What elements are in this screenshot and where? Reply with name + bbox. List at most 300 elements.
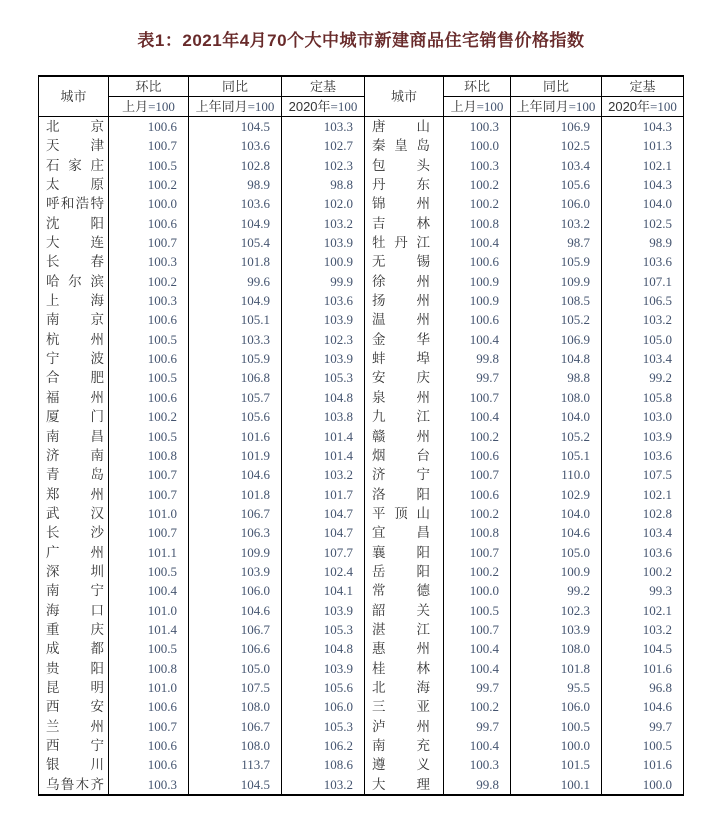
- base-value-cell: 104.5: [602, 639, 684, 658]
- base-value-cell: 103.6: [602, 252, 684, 271]
- unit-value: =100: [330, 99, 358, 114]
- yoy-value-cell: 104.8: [511, 349, 602, 368]
- base-value-cell: 103.0: [602, 407, 684, 426]
- city-cell: [365, 214, 444, 233]
- city-name: 沈阳: [46, 215, 104, 231]
- table-row: [39, 697, 684, 716]
- base-value-cell: 105.3: [282, 717, 365, 736]
- yoy-value-cell: 105.7: [189, 388, 282, 407]
- mom-value-cell: 100.5: [109, 368, 189, 387]
- unit-value: =100: [568, 99, 596, 114]
- yoy-value-cell: 106.7: [189, 717, 282, 736]
- city-name: 三亚: [372, 699, 430, 715]
- city-name: 宜昌: [372, 525, 430, 541]
- mom-value-cell: 100.5: [109, 562, 189, 581]
- header-row-units: [39, 97, 684, 117]
- city-cell: [39, 523, 109, 542]
- mom-value-cell: 99.8: [444, 775, 511, 795]
- city-name: 韶关: [372, 602, 430, 618]
- base-value-cell: 103.9: [282, 310, 365, 329]
- unit-value: =100: [247, 99, 275, 114]
- base-value-cell: 99.2: [602, 368, 684, 387]
- table-row: [39, 175, 684, 194]
- yoy-value-cell: 103.3: [189, 330, 282, 349]
- city-name: 桂林: [372, 660, 430, 676]
- base-value-cell: 102.3: [282, 156, 365, 175]
- mom-unit-left: [109, 97, 189, 117]
- mom-value-cell: 99.8: [444, 349, 511, 368]
- yoy-value-cell: 100.5: [511, 717, 602, 736]
- mom-value-cell: 100.7: [109, 485, 189, 504]
- mom-value-cell: 100.8: [109, 659, 189, 678]
- unit-label: 上月: [122, 99, 149, 114]
- city-cell: [365, 368, 444, 387]
- base-value-cell: 104.3: [602, 117, 684, 137]
- city-cell: [365, 601, 444, 620]
- yoy-value-cell: 106.8: [189, 368, 282, 387]
- table-row: [39, 504, 684, 523]
- table-row: [39, 678, 684, 697]
- mom-value-cell: 100.6: [109, 388, 189, 407]
- city-name: 兰州: [46, 718, 104, 734]
- city-name: 海口: [46, 602, 104, 618]
- table-row: [39, 736, 684, 755]
- mom-value-cell: 101.0: [109, 678, 189, 697]
- mom-value-cell: 100.6: [109, 755, 189, 774]
- yoy-value-cell: 106.0: [511, 194, 602, 213]
- city-name: 大理: [372, 776, 430, 792]
- mom-value-cell: 101.0: [109, 504, 189, 523]
- base-value-cell: 98.9: [602, 233, 684, 252]
- base-value-cell: 101.7: [282, 485, 365, 504]
- base-value-cell: 104.8: [282, 639, 365, 658]
- table-row: [39, 214, 684, 233]
- city-cell: [39, 388, 109, 407]
- city-cell: [39, 620, 109, 639]
- mom-value-cell: 100.6: [109, 349, 189, 368]
- mom-value-cell: 100.3: [444, 156, 511, 175]
- base-value-cell: 103.6: [602, 446, 684, 465]
- base-value-cell: 102.5: [602, 214, 684, 233]
- mom-value-cell: 100.4: [109, 581, 189, 600]
- yoy-value-cell: 100.9: [511, 562, 602, 581]
- yoy-value-cell: 104.6: [511, 523, 602, 542]
- yoy-value-cell: 106.3: [189, 523, 282, 542]
- base-value-cell: 102.1: [602, 601, 684, 620]
- city-cell: [39, 697, 109, 716]
- city-cell: [39, 136, 109, 155]
- city-cell: [365, 659, 444, 678]
- city-name: 湛江: [372, 621, 430, 637]
- table-row: [39, 349, 684, 368]
- city-name: 牡丹江: [372, 235, 430, 251]
- city-name: 大连: [46, 235, 104, 251]
- mom-header-left: 环比: [109, 76, 189, 97]
- yoy-value-cell: 103.9: [189, 562, 282, 581]
- mom-value-cell: 100.6: [109, 117, 189, 137]
- base-value-cell: 98.8: [282, 175, 365, 194]
- yoy-value-cell: 105.0: [189, 659, 282, 678]
- mom-value-cell: 100.7: [444, 465, 511, 484]
- base-value-cell: 100.0: [602, 775, 684, 795]
- yoy-value-cell: 106.7: [189, 620, 282, 639]
- city-cell: [39, 601, 109, 620]
- city-cell: [365, 156, 444, 175]
- city-name: 南充: [372, 738, 430, 753]
- city-name: 贵阳: [46, 660, 104, 676]
- yoy-value-cell: 105.6: [511, 175, 602, 194]
- city-name: 厦门: [46, 409, 104, 425]
- price-index-table: [38, 75, 684, 796]
- unit-label: 2020年: [608, 99, 651, 114]
- table-row: [39, 465, 684, 484]
- base-value-cell: 102.1: [602, 156, 684, 175]
- city-cell: [39, 117, 109, 137]
- yoy-value-cell: 102.9: [511, 485, 602, 504]
- city-cell: [365, 775, 444, 795]
- mom-value-cell: 100.6: [109, 736, 189, 755]
- city-cell: [365, 388, 444, 407]
- yoy-value-cell: 104.9: [189, 291, 282, 310]
- unit-label: 上年同月: [516, 99, 569, 114]
- city-cell: [365, 755, 444, 774]
- city-cell: [39, 639, 109, 658]
- city-name: 乌鲁木齐: [46, 776, 104, 792]
- table-row: [39, 291, 684, 310]
- base-value-cell: 104.6: [602, 697, 684, 716]
- mom-value-cell: 101.0: [109, 601, 189, 620]
- yoy-value-cell: 106.0: [189, 581, 282, 600]
- base-header-right: 定基: [602, 76, 684, 97]
- city-cell: [365, 233, 444, 252]
- yoy-value-cell: 102.8: [189, 156, 282, 175]
- mom-value-cell: 100.7: [444, 620, 511, 639]
- base-value-cell: 105.3: [282, 368, 365, 387]
- table-row: [39, 543, 684, 562]
- city-name: 石家庄: [46, 157, 104, 173]
- city-cell: [39, 465, 109, 484]
- yoy-value-cell: 104.6: [189, 465, 282, 484]
- city-name: 成都: [46, 641, 104, 657]
- yoy-value-cell: 104.9: [189, 214, 282, 233]
- city-name: 上海: [46, 293, 104, 309]
- base-value-cell: 103.9: [282, 233, 365, 252]
- mom-value-cell: 100.7: [109, 523, 189, 542]
- city-cell: [365, 620, 444, 639]
- city-name: 赣州: [372, 428, 430, 444]
- base-value-cell: 107.5: [602, 465, 684, 484]
- yoy-value-cell: 105.0: [511, 543, 602, 562]
- city-name: 呼和浩特: [46, 196, 104, 212]
- yoy-value-cell: 104.6: [189, 601, 282, 620]
- table-row: [39, 310, 684, 329]
- city-cell: [365, 504, 444, 523]
- mom-value-cell: 100.6: [444, 485, 511, 504]
- mom-value-cell: 100.0: [444, 136, 511, 155]
- mom-value-cell: 100.7: [109, 136, 189, 155]
- city-cell: [39, 330, 109, 349]
- city-name: 重庆: [46, 621, 104, 637]
- city-name: 太原: [46, 177, 104, 193]
- header-row-top: [39, 76, 684, 97]
- city-name: 唐山: [372, 119, 430, 134]
- table-row: [39, 330, 684, 349]
- city-cell: [365, 252, 444, 271]
- unit-value: =100: [650, 99, 677, 114]
- city-cell: [365, 717, 444, 736]
- base-value-cell: 104.1: [282, 581, 365, 600]
- mom-value-cell: 100.3: [444, 117, 511, 137]
- city-cell: [39, 736, 109, 755]
- city-cell: [365, 310, 444, 329]
- yoy-value-cell: 105.6: [189, 407, 282, 426]
- yoy-value-cell: 110.0: [511, 465, 602, 484]
- yoy-value-cell: 105.2: [511, 310, 602, 329]
- city-name: 遵义: [372, 757, 430, 773]
- yoy-value-cell: 108.0: [189, 697, 282, 716]
- table-row: [39, 755, 684, 774]
- mom-value-cell: 101.4: [109, 620, 189, 639]
- yoy-value-cell: 109.9: [189, 543, 282, 562]
- city-name: 哈尔滨: [46, 273, 104, 289]
- table-row: [39, 717, 684, 736]
- city-name: 深圳: [46, 563, 104, 579]
- base-value-cell: 105.6: [282, 678, 365, 697]
- city-cell: [39, 291, 109, 310]
- yoy-value-cell: 103.9: [511, 620, 602, 639]
- yoy-value-cell: 106.6: [189, 639, 282, 658]
- yoy-value-cell: 103.2: [511, 214, 602, 233]
- mom-value-cell: 100.7: [109, 717, 189, 736]
- yoy-value-cell: 101.8: [511, 659, 602, 678]
- yoy-value-cell: 105.1: [189, 310, 282, 329]
- yoy-value-cell: 104.5: [189, 775, 282, 795]
- city-cell: [39, 156, 109, 175]
- yoy-value-cell: 105.4: [189, 233, 282, 252]
- base-value-cell: 103.9: [282, 601, 365, 620]
- city-name: 北海: [372, 679, 430, 695]
- mom-unit-right: [444, 97, 511, 117]
- mom-value-cell: 100.3: [109, 291, 189, 310]
- base-value-cell: 105.0: [602, 330, 684, 349]
- mom-value-cell: 99.7: [444, 368, 511, 387]
- yoy-value-cell: 103.6: [189, 136, 282, 155]
- city-cell: [365, 678, 444, 697]
- city-name: 福州: [46, 389, 104, 405]
- city-name: 青岛: [46, 467, 104, 483]
- table-row: [39, 252, 684, 271]
- base-value-cell: 103.9: [282, 349, 365, 368]
- mom-value-cell: 100.2: [444, 697, 511, 716]
- yoy-value-cell: 99.6: [189, 272, 282, 291]
- city-name: 金华: [372, 331, 430, 347]
- city-cell: [39, 310, 109, 329]
- mom-value-cell: 100.6: [109, 310, 189, 329]
- city-cell: [365, 736, 444, 755]
- city-cell: [365, 272, 444, 291]
- table-row: [39, 620, 684, 639]
- base-value-cell: 101.6: [602, 755, 684, 774]
- base-value-cell: 103.2: [282, 465, 365, 484]
- base-value-cell: 104.7: [282, 504, 365, 523]
- city-name: 泉州: [372, 389, 430, 405]
- yoy-value-cell: 95.5: [511, 678, 602, 697]
- mom-value-cell: 100.4: [444, 639, 511, 658]
- mom-value-cell: 100.5: [109, 330, 189, 349]
- yoy-value-cell: 98.9: [189, 175, 282, 194]
- city-cell: [39, 252, 109, 271]
- base-value-cell: 101.6: [602, 659, 684, 678]
- table-row: [39, 581, 684, 600]
- yoy-value-cell: 101.8: [189, 485, 282, 504]
- city-cell: [365, 562, 444, 581]
- yoy-value-cell: 104.0: [511, 504, 602, 523]
- mom-header-right: 环比: [444, 76, 511, 97]
- city-cell: [365, 639, 444, 658]
- mom-value-cell: 100.2: [444, 175, 511, 194]
- base-value-cell: 103.9: [282, 659, 365, 678]
- mom-value-cell: 100.6: [109, 697, 189, 716]
- yoy-value-cell: 108.0: [511, 639, 602, 658]
- city-cell: [39, 349, 109, 368]
- city-cell: [365, 523, 444, 542]
- city-cell: [39, 485, 109, 504]
- mom-value-cell: 100.7: [444, 543, 511, 562]
- city-name: 襄阳: [372, 544, 430, 560]
- city-cell: [365, 543, 444, 562]
- base-value-cell: 103.2: [282, 775, 365, 795]
- city-header-left: 城市: [39, 76, 109, 117]
- yoy-unit-left: [189, 97, 282, 117]
- base-value-cell: 103.2: [282, 214, 365, 233]
- table-row: [39, 601, 684, 620]
- base-value-cell: 104.8: [282, 388, 365, 407]
- city-name: 平顶山: [372, 505, 430, 521]
- city-cell: [365, 330, 444, 349]
- table-title: 表1：2021年4月70个大中城市新建商品住宅销售价格指数: [137, 31, 585, 50]
- city-name: 泸州: [372, 718, 430, 734]
- city-cell: [39, 272, 109, 291]
- mom-value-cell: 100.6: [109, 214, 189, 233]
- base-value-cell: 104.0: [602, 194, 684, 213]
- base-value-cell: 108.6: [282, 755, 365, 774]
- mom-value-cell: 100.5: [444, 601, 511, 620]
- mom-value-cell: 100.7: [444, 388, 511, 407]
- city-cell: [365, 291, 444, 310]
- mom-value-cell: 100.5: [109, 639, 189, 658]
- city-cell: [39, 581, 109, 600]
- document-page: [0, 26, 722, 796]
- city-cell: [365, 485, 444, 504]
- table-row: [39, 272, 684, 291]
- mom-value-cell: 100.2: [109, 272, 189, 291]
- base-header-left: 定基: [282, 76, 365, 97]
- base-value-cell: 106.5: [602, 291, 684, 310]
- base-value-cell: 104.7: [282, 523, 365, 542]
- city-cell: [39, 175, 109, 194]
- city-cell: [39, 755, 109, 774]
- city-name: 南宁: [46, 583, 104, 599]
- base-unit-right: [602, 97, 684, 117]
- mom-value-cell: 100.8: [109, 446, 189, 465]
- mom-value-cell: 100.8: [444, 214, 511, 233]
- yoy-value-cell: 104.5: [189, 117, 282, 137]
- city-cell: [365, 349, 444, 368]
- yoy-value-cell: 105.9: [189, 349, 282, 368]
- yoy-value-cell: 102.5: [511, 136, 602, 155]
- city-name: 丹东: [372, 177, 430, 193]
- city-header-right: 城市: [365, 76, 444, 117]
- base-value-cell: 99.7: [602, 717, 684, 736]
- city-name: 烟台: [372, 447, 430, 463]
- base-value-cell: 103.2: [602, 310, 684, 329]
- city-cell: [365, 136, 444, 155]
- yoy-value-cell: 100.1: [511, 775, 602, 795]
- base-value-cell: 103.9: [602, 427, 684, 446]
- mom-value-cell: 100.9: [444, 291, 511, 310]
- city-name: 济南: [46, 447, 104, 463]
- yoy-value-cell: 99.2: [511, 581, 602, 600]
- city-name: 秦皇岛: [372, 138, 430, 154]
- base-value-cell: 103.6: [282, 291, 365, 310]
- table-row: [39, 117, 684, 137]
- mom-value-cell: 100.2: [444, 562, 511, 581]
- city-name: 惠州: [372, 641, 430, 657]
- base-unit-left: [282, 97, 365, 117]
- city-name: 无锡: [372, 254, 430, 270]
- table-row: [39, 194, 684, 213]
- city-name: 南京: [46, 312, 104, 328]
- table-row: [39, 368, 684, 387]
- mom-value-cell: 100.5: [109, 156, 189, 175]
- mom-value-cell: 100.4: [444, 330, 511, 349]
- yoy-value-cell: 106.7: [189, 504, 282, 523]
- mom-value-cell: 100.2: [444, 504, 511, 523]
- mom-value-cell: 100.0: [109, 194, 189, 213]
- mom-value-cell: 100.2: [444, 194, 511, 213]
- yoy-value-cell: 101.8: [189, 252, 282, 271]
- city-cell: [365, 465, 444, 484]
- table-row: [39, 523, 684, 542]
- base-value-cell: 103.4: [602, 349, 684, 368]
- city-cell: [39, 214, 109, 233]
- city-cell: [39, 659, 109, 678]
- city-cell: [39, 446, 109, 465]
- city-cell: [365, 117, 444, 137]
- table-body: [39, 117, 684, 796]
- base-value-cell: 99.3: [602, 581, 684, 600]
- base-value-cell: 100.5: [602, 736, 684, 755]
- base-value-cell: 101.4: [282, 427, 365, 446]
- yoy-value-cell: 109.9: [511, 272, 602, 291]
- base-value-cell: 103.3: [282, 117, 365, 137]
- city-name: 常德: [372, 583, 430, 599]
- city-name: 长春: [46, 254, 104, 270]
- city-name: 宁波: [46, 351, 104, 367]
- table-row: [39, 446, 684, 465]
- unit-label: 2020年: [288, 99, 331, 114]
- mom-value-cell: 100.4: [444, 233, 511, 252]
- base-value-cell: 101.4: [282, 446, 365, 465]
- city-cell: [39, 368, 109, 387]
- mom-value-cell: 100.7: [109, 465, 189, 484]
- mom-value-cell: 100.3: [109, 252, 189, 271]
- mom-value-cell: 100.4: [444, 736, 511, 755]
- city-name: 岳阳: [372, 563, 430, 579]
- city-name: 银川: [46, 757, 104, 773]
- city-name: 洛阳: [372, 486, 430, 502]
- city-cell: [365, 427, 444, 446]
